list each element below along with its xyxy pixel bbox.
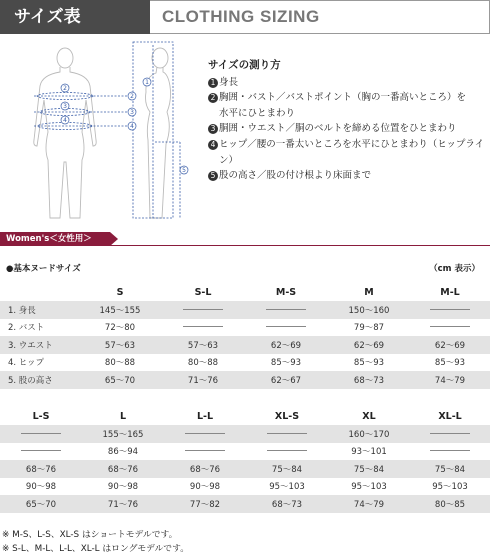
size-cell: 65〜70 bbox=[78, 371, 162, 389]
header-cell: L-S bbox=[32, 410, 50, 422]
table-row bbox=[0, 371, 490, 389]
table-row bbox=[0, 460, 490, 478]
size-cell: 65〜70 bbox=[0, 495, 82, 513]
size-cell: 57〜63 bbox=[162, 336, 244, 354]
instruction-item bbox=[208, 90, 488, 106]
table-row bbox=[0, 425, 490, 443]
empty-cell bbox=[164, 425, 246, 443]
size-cell: 90〜98 bbox=[25, 482, 57, 493]
instruction-item bbox=[208, 121, 488, 137]
empty-cell bbox=[410, 319, 490, 337]
table-header-row bbox=[0, 407, 490, 425]
unit-label: （cm 表示） bbox=[429, 264, 480, 274]
size-cell: 79〜87 bbox=[353, 323, 385, 334]
dash-line bbox=[430, 309, 470, 310]
table-row bbox=[0, 354, 490, 372]
marker-3-front: 3 bbox=[63, 103, 67, 110]
instruction-text: 身長 bbox=[219, 76, 239, 88]
header-cell: M-L bbox=[440, 286, 460, 298]
footnote: ※ M-S、L-S、XL-S はショートモデルです。 bbox=[2, 530, 178, 540]
size-table-1 bbox=[0, 283, 490, 389]
size-cell: 150〜160 bbox=[328, 301, 410, 319]
instruction-text: 胸囲・バスト／バストポイント（胸の一番高いところ）を bbox=[219, 92, 467, 104]
instruction-item bbox=[208, 168, 488, 184]
size-cell: 62〜69 bbox=[410, 336, 490, 354]
row-label: 3. ウエスト bbox=[0, 336, 78, 354]
number-badge: 3 bbox=[208, 124, 218, 134]
size-cell: 95〜103 bbox=[269, 482, 305, 493]
number-badge: 4 bbox=[208, 140, 218, 150]
instruction-item bbox=[208, 75, 488, 91]
empty-cell bbox=[0, 443, 82, 461]
size-cell: 85〜93 bbox=[434, 358, 466, 369]
size-cell: 77〜82 bbox=[164, 495, 246, 513]
size-cell: 145〜155 bbox=[78, 301, 162, 319]
number-badge: 2 bbox=[208, 93, 218, 103]
dash-line bbox=[21, 433, 61, 434]
size-cell: 68〜73 bbox=[328, 371, 410, 389]
dash-line bbox=[430, 450, 470, 451]
body-outline-illustration bbox=[20, 40, 205, 225]
size-cell: 74〜79 bbox=[328, 495, 410, 513]
table-row bbox=[0, 495, 490, 513]
table-row bbox=[0, 478, 490, 496]
size-cell: 62〜67 bbox=[244, 371, 328, 389]
marker-1: 1 bbox=[145, 79, 149, 86]
size-cell: 68〜73 bbox=[246, 495, 328, 513]
size-cell: 75〜84 bbox=[246, 460, 328, 478]
dash-line bbox=[185, 450, 225, 451]
header-cell: S-L bbox=[194, 286, 212, 298]
size-cell: 68〜76 bbox=[82, 460, 164, 478]
dash-line bbox=[183, 309, 223, 310]
footnote: ※ S-L、M-L、L-L、XL-L はロングモデルです。 bbox=[2, 544, 189, 554]
empty-cell bbox=[244, 319, 328, 337]
row-label: 2. バスト bbox=[8, 323, 45, 334]
empty-cell bbox=[244, 301, 328, 319]
size-cell: 80〜88 bbox=[187, 358, 219, 369]
marker-2-side: 2 bbox=[130, 93, 134, 100]
size-cell: 57〜63 bbox=[78, 336, 162, 354]
dash-line bbox=[185, 433, 225, 434]
marker-4-front: 4 bbox=[63, 117, 67, 124]
size-cell: 90〜98 bbox=[107, 482, 139, 493]
dash-line bbox=[21, 450, 61, 451]
instruction-item bbox=[208, 137, 488, 168]
size-cell: 72〜80 bbox=[104, 323, 136, 334]
number-badge: 1 bbox=[208, 78, 218, 88]
empty-cell bbox=[162, 301, 244, 319]
womens-label: Women's＜女性用＞ bbox=[0, 232, 110, 246]
empty-cell bbox=[410, 443, 490, 461]
size-cell: 90〜98 bbox=[189, 482, 221, 493]
size-cell: 68〜76 bbox=[0, 460, 82, 478]
title-en: CLOTHING SIZING bbox=[150, 0, 490, 34]
size-cell: 80〜85 bbox=[410, 495, 490, 513]
table-row bbox=[0, 319, 490, 337]
size-cell: 75〜84 bbox=[410, 460, 490, 478]
header-cell: XL-L bbox=[438, 410, 462, 422]
dash-line bbox=[430, 433, 470, 434]
size-cell: 74〜79 bbox=[410, 371, 490, 389]
size-cell: 80〜88 bbox=[104, 358, 136, 369]
header-cell: M-S bbox=[275, 286, 297, 298]
instruction-text: 股の高さ／股の付け根より床面まで bbox=[219, 170, 372, 182]
table-row bbox=[0, 443, 490, 461]
marker-3-side: 3 bbox=[130, 109, 134, 116]
table-row bbox=[0, 336, 490, 354]
size-cell: 75〜84 bbox=[328, 460, 410, 478]
page-header bbox=[0, 0, 490, 34]
empty-cell bbox=[246, 443, 328, 461]
instruction-text: ヒップ／腰の一番太いところを水平にひとまわり（ヒップライン） bbox=[219, 138, 485, 166]
marker-2-front: 2 bbox=[63, 85, 67, 92]
empty-cell bbox=[0, 425, 82, 443]
dash-line bbox=[430, 326, 470, 327]
size-cell: 95〜103 bbox=[432, 482, 468, 493]
header-cell: L-L bbox=[196, 410, 214, 422]
size-cell: 62〜69 bbox=[244, 336, 328, 354]
size-table-2 bbox=[0, 407, 490, 513]
womens-banner bbox=[0, 232, 490, 246]
header-cell: XL-S bbox=[274, 410, 300, 422]
row-label: 1. 身長 bbox=[0, 301, 78, 319]
empty-cell bbox=[410, 301, 490, 319]
size-cell: 85〜93 bbox=[353, 358, 385, 369]
marker-4-side: 4 bbox=[130, 123, 134, 130]
row-label: 4. ヒップ bbox=[8, 358, 45, 369]
header-cell: M bbox=[364, 286, 374, 298]
size-cell: 71〜76 bbox=[82, 495, 164, 513]
section-subtitle: ●基本ヌードサイズ bbox=[6, 264, 81, 274]
instruction-continuation: 水平にひとまわり bbox=[219, 107, 296, 119]
size-cell: 160〜170 bbox=[328, 425, 410, 443]
header-cell bbox=[0, 283, 78, 301]
size-cell: 93〜101 bbox=[351, 447, 387, 458]
header-cell: XL bbox=[362, 410, 376, 422]
size-cell: 155〜165 bbox=[82, 425, 164, 443]
title-jp: サイズ表 bbox=[0, 0, 150, 34]
size-cell: 71〜76 bbox=[162, 371, 244, 389]
empty-cell bbox=[246, 425, 328, 443]
size-cell: 62〜69 bbox=[328, 336, 410, 354]
instruction-text: 胴囲・ウエスト／胴のベルトを締める位置をひとまわり bbox=[219, 123, 457, 135]
footnotes bbox=[2, 528, 189, 556]
measurement-instructions bbox=[208, 58, 488, 184]
dash-line bbox=[183, 326, 223, 327]
number-badge: 5 bbox=[208, 171, 218, 181]
dash-line bbox=[266, 309, 306, 310]
size-cell: 86〜94 bbox=[107, 447, 139, 458]
size-cell: 68〜76 bbox=[164, 460, 246, 478]
table-header-row bbox=[0, 283, 490, 301]
empty-cell bbox=[410, 425, 490, 443]
table-row bbox=[0, 301, 490, 319]
marker-5: 5 bbox=[182, 167, 186, 174]
empty-cell bbox=[162, 319, 244, 337]
banner-divider bbox=[0, 245, 490, 246]
row-label: 5. 股の高さ bbox=[0, 371, 78, 389]
dash-line bbox=[267, 450, 307, 451]
header-cell: L bbox=[119, 410, 127, 422]
size-cell: 95〜103 bbox=[351, 482, 387, 493]
header-cell: S bbox=[116, 286, 124, 298]
size-cell: 85〜93 bbox=[270, 358, 302, 369]
dash-line bbox=[266, 326, 306, 327]
instructions-title: サイズの測り方 bbox=[208, 59, 281, 71]
body-measurement-figure bbox=[20, 40, 205, 225]
dash-line bbox=[267, 433, 307, 434]
empty-cell bbox=[164, 443, 246, 461]
